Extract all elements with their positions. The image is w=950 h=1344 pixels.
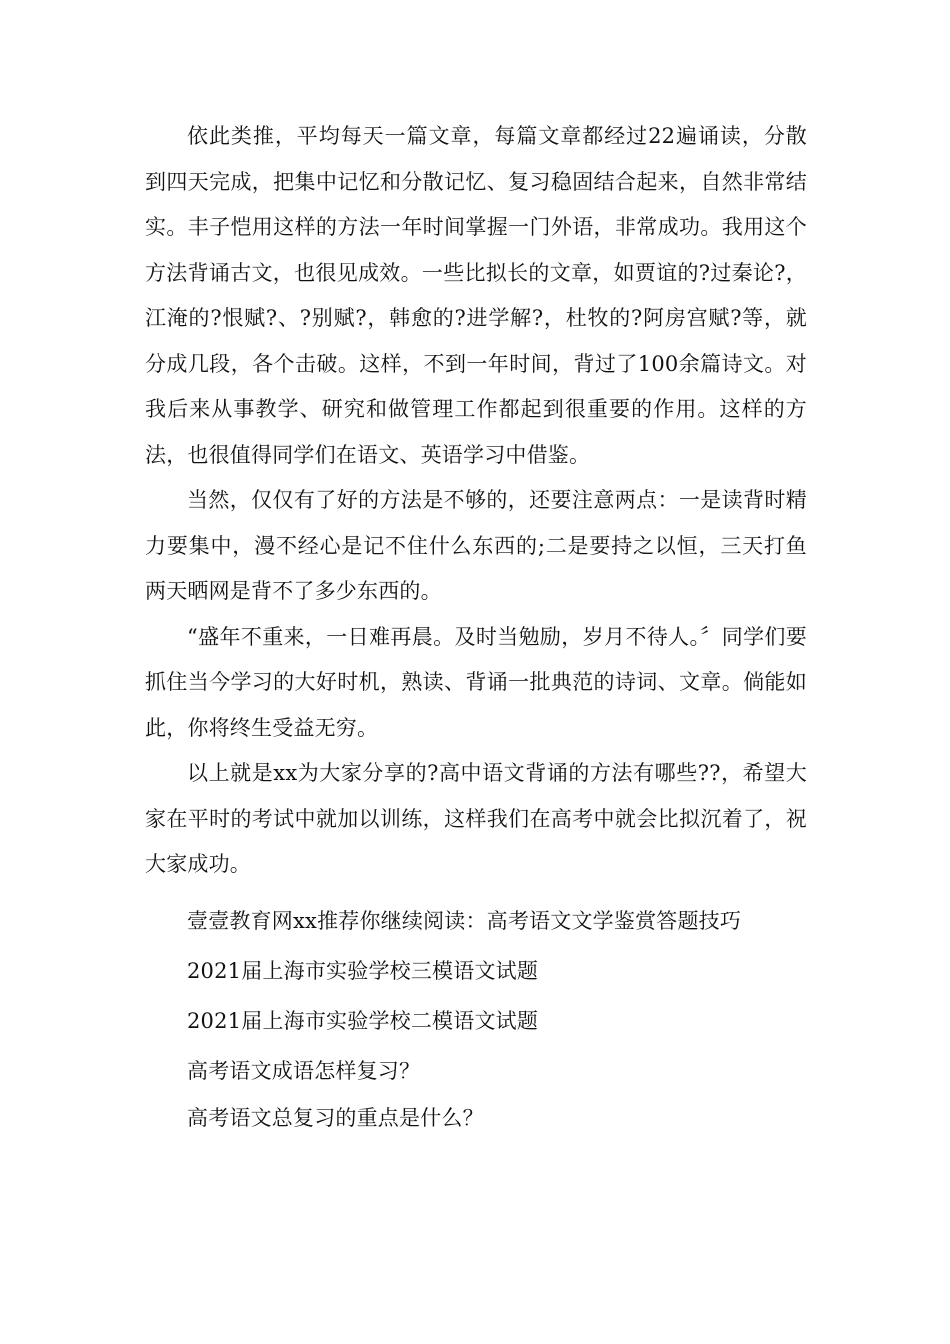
paragraph-poem-quote: “盛年不重来，一日难再晨。及时当勉励，岁月不待人。〞同学们要抓住当今学习的大好时机，熟读、背诵一批典范的诗词、文章。倘能如此，你将终生受益无穷。 [145,624,807,740]
related-link-review-focus[interactable]: 高考语文总复习的重点是什么？ [187,1105,484,1130]
paragraph-conclusion: 以上就是xx为大家分享的?高中语文背诵的方法有哪些??，希望大家在平时的考试中就加以训练，这样我们在高考中就会比拟沉着了，祝大家成功。 [145,761,807,876]
related-reading-list [145,896,807,1141]
paragraph-two-points: 当然，仅仅有了好的方法是不够的，还要注意两点：一是读背时精力要集中，漫不经心是记不住什么东西的;二是要持之以恒，三天打鱼两天晒网是背不了多少东西的。 [145,488,807,603]
paragraph-recitation-method: 依此类推，平均每天一篇文章，每篇文章都经过22遍诵读，分散到四天完成，把集中记忆和分散记忆、复习稳固结合起来，自然非常结实。丰子恺用这样的方法一年时间掌握一门外语，非常成功。我用这个方法背诵古文，也很见成效。一些比拟长的文章，如贾谊的?过秦论?，江淹的?恨赋?、?别赋?，韩愈的?进学解?，杜牧的?阿房宫赋?等，就分成几段，各个击破。这样，不到一年时间，背过了100余篇诗文。对我后来从事教学、研究和做管理工作都起到很重要的作用。这样的方法，也很值得同学们在语文、英语学习中借鉴。 [145,124,807,467]
related-link-shanghai-second-mock[interactable]: 2021届上海市实验学校二模语文试题 [187,1008,539,1033]
related-reading-intro[interactable]: 壹壹教育网xx推荐你继续阅读：高考语文文学鉴赏答题技巧 [187,908,742,933]
related-link-shanghai-third-mock[interactable]: 2021届上海市实验学校三模语文试题 [187,958,539,983]
related-link-idiom-review[interactable]: 高考语文成语怎样复习？ [187,1058,421,1083]
document-body [145,114,807,1141]
